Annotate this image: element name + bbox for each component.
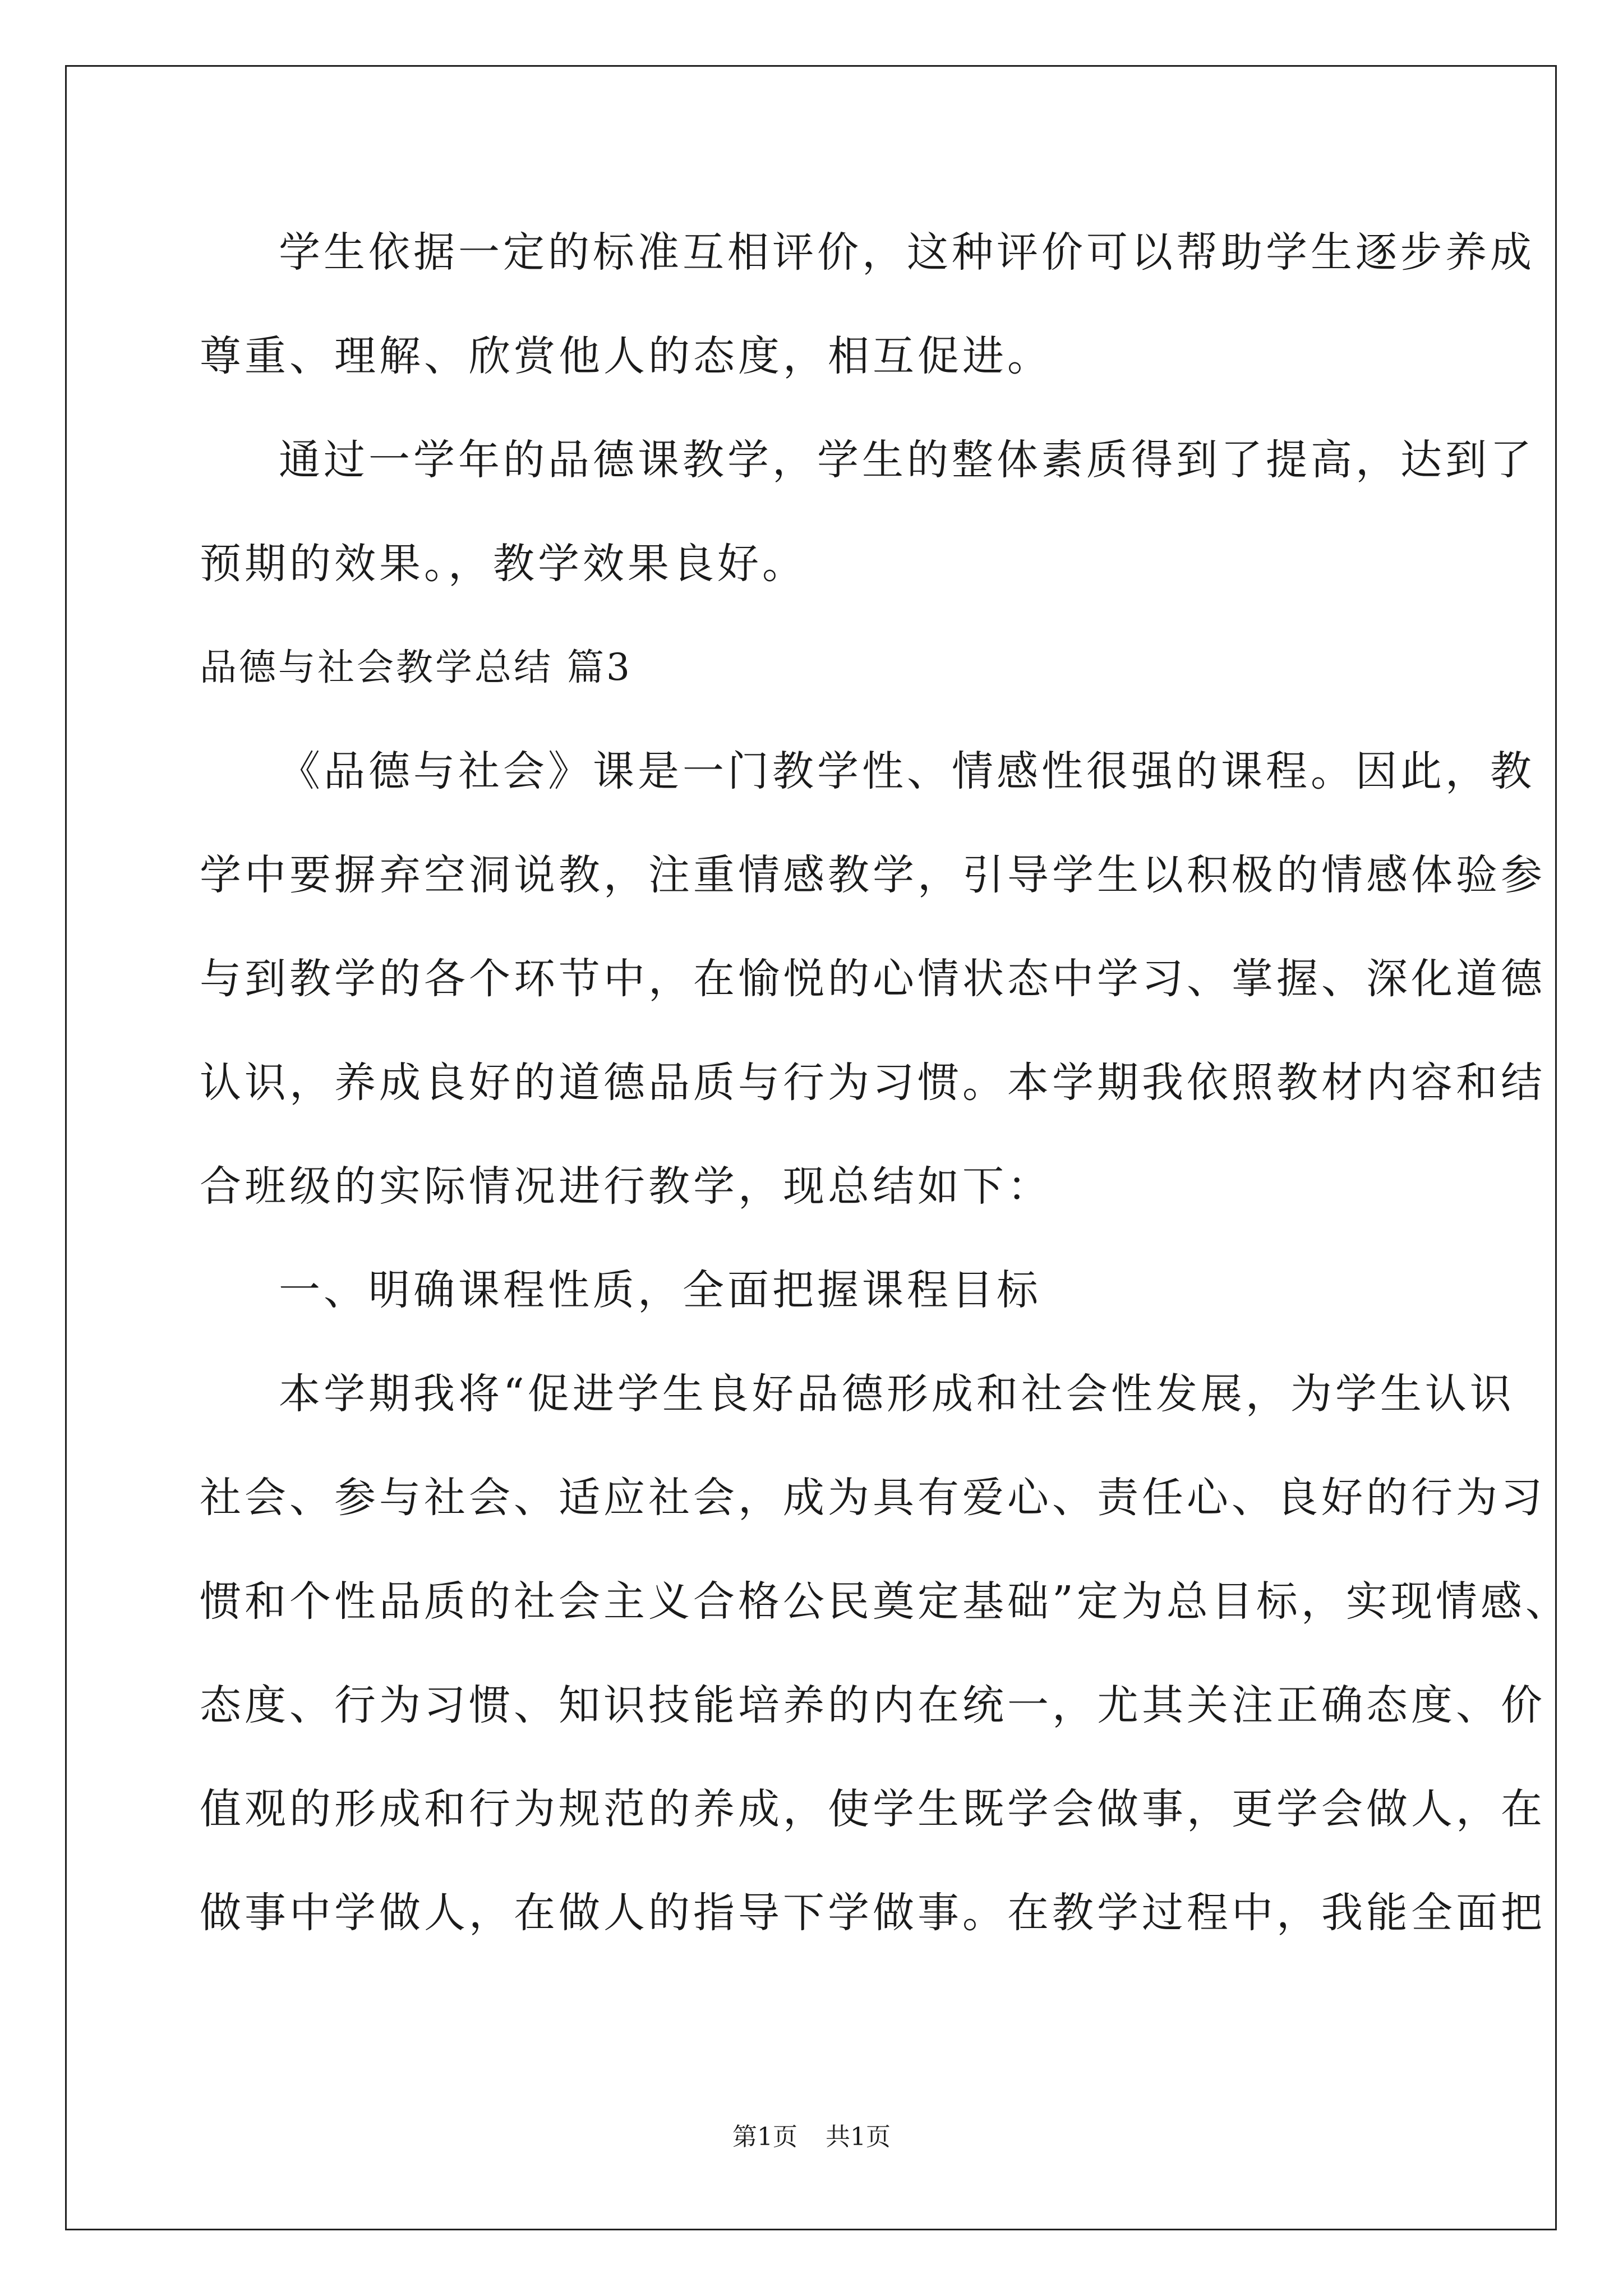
paragraph-4-line-2: 社会、参与社会、适应社会，成为具有爱心、责任心、良好的行为习 [200,1474,1546,1522]
paragraph-3-line-1: 《品德与社会》课是一门教学性、情感性很强的课程。因此，教 [279,747,1535,795]
subheading: 一、明确课程性质，全面把握课程目标 [279,1266,1041,1314]
paragraph-3-line-3: 与到教学的各个环节中，在愉悦的心情状态中学习、掌握、深化道德 [200,955,1546,1003]
paragraph-4-line-1: 本学期我将“促进学生良好品德形成和社会性发展，为学生认识 [279,1370,1515,1418]
paragraph-4-line-6: 做事中学做人，在做人的指导下学做事。在教学过程中，我能全面把 [200,1889,1546,1937]
paragraph-3-line-2: 学中要摒弃空洞说教，注重情感教学，引导学生以积极的情感体验参 [200,851,1546,899]
paragraph-3-line-5: 合班级的实际情况进行教学，现总结如下： [200,1162,1052,1211]
paragraph-2-line-1: 通过一学年的品德课教学，学生的整体素质得到了提高，达到了 [279,436,1535,484]
paragraph-4-line-4: 态度、行为习惯、知识技能培养的内在统一，尤其关注正确态度、价 [200,1681,1546,1729]
paragraph-1-line-2: 尊重、理解、欣赏他人的态度，相互促进。 [200,332,1052,380]
page-number-current: 第1页 [732,2123,797,2151]
paragraph-4-line-3: 惯和个性品质的社会主义合格公民奠定基础”定为总目标，实现情感、 [200,1577,1570,1626]
paragraph-3-line-4: 认识，养成良好的道德品质与行为习惯。本学期我依照教材内容和结 [200,1059,1546,1107]
section-heading: 品德与社会教学总结 篇3 [200,646,632,689]
paragraph-4-line-5: 值观的形成和行为规范的养成，使学生既学会做事，更学会做人，在 [200,1785,1546,1833]
page-number-total: 共1页 [826,2123,891,2151]
paragraph-2-line-2: 预期的效果。，教学效果良好。 [200,540,807,588]
page-footer [0,2120,1623,2154]
paragraph-1-line-1: 学生依据一定的标准互相评价，这种评价可以帮助学生逐步养成 [279,228,1535,277]
